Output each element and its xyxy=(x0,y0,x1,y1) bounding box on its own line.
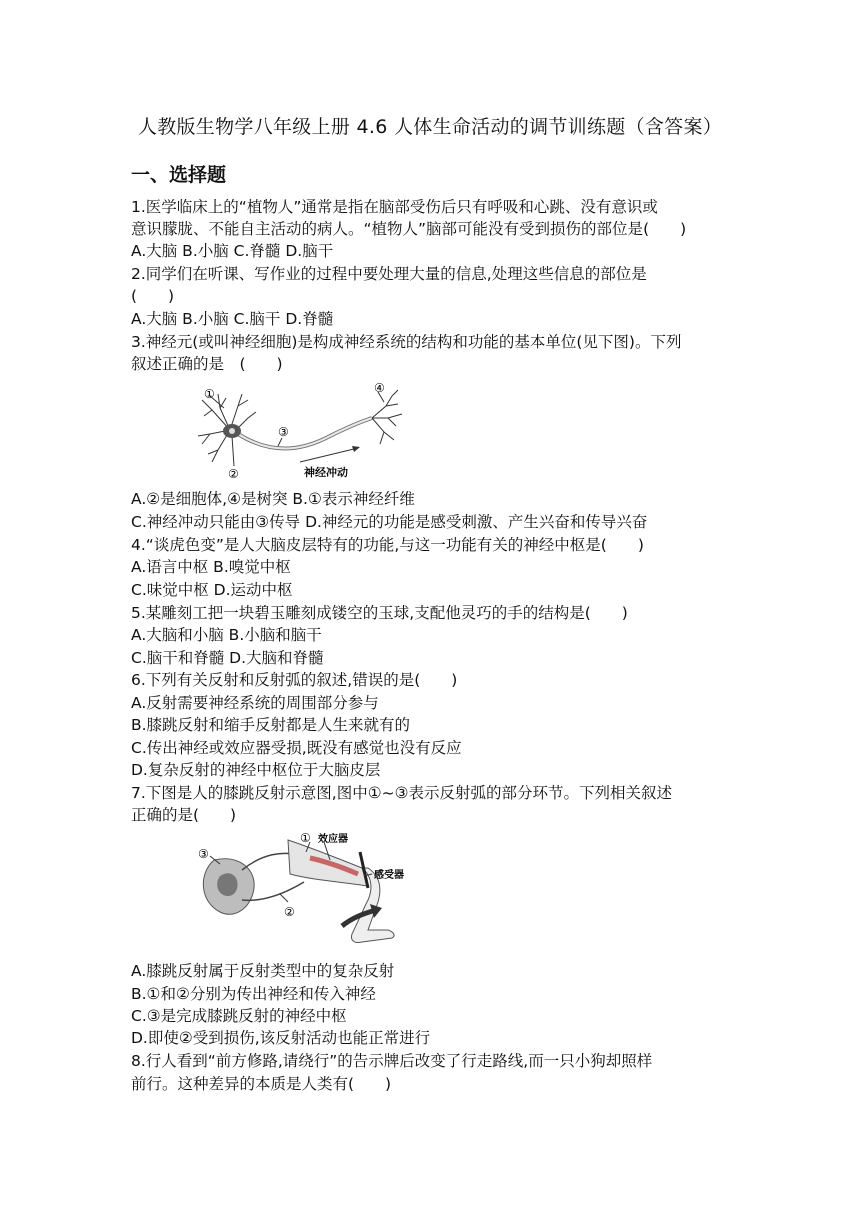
q3-options-ab: A.②是细胞体,④是树突 B.①表示神经纤维 xyxy=(131,490,415,508)
knee-jerk-figure xyxy=(192,830,432,950)
q8-stem-line1: 8.行人看到“前方修路,请绕行”的告示牌后改变了行走路线,而一只小狗却照样 xyxy=(131,1052,653,1070)
q6-option-d: D.复杂反射的神经中枢位于大脑皮层 xyxy=(131,761,381,779)
q7-option-d: D.即使②受到损伤,该反射活动也能正常进行 xyxy=(131,1029,431,1047)
q5-options-cd: C.脑干和脊髓 D.大脑和脊髓 xyxy=(131,649,324,667)
neuron-marker-3: ③ xyxy=(278,425,289,439)
q6-stem: 6.下列有关反射和反射弧的叙述,错误的是( ) xyxy=(131,671,458,689)
neuron-figure xyxy=(190,378,420,482)
q4-options-cd: C.味觉中枢 D.运动中枢 xyxy=(131,581,293,599)
q2-options: A.大脑 B.小脑 C.脑干 D.脊髓 xyxy=(131,310,334,328)
document-title: 人教版生物学八年级上册 4.6 人体生命活动的调节训练题（含答案） xyxy=(137,116,723,138)
knee-marker-3: ③ xyxy=(198,847,209,861)
q7-stem-line2: 正确的是( ) xyxy=(131,806,237,824)
neuron-marker-1: ① xyxy=(204,387,215,401)
neuron-marker-2: ② xyxy=(228,467,239,481)
q6-option-c: C.传出神经或效应器受损,既没有感觉也没有反应 xyxy=(131,739,462,757)
q7-option-a: A.膝跳反射属于反射类型中的复杂反射 xyxy=(131,962,395,980)
q5-stem: 5.某雕刻工把一块碧玉雕刻成镂空的玉球,支配他灵巧的手的结构是( ) xyxy=(131,604,628,622)
effector-label: 效应器 xyxy=(318,834,348,845)
neuron-impulse-caption: 神经冲动 xyxy=(304,466,348,479)
q6-option-b: B.膝跳反射和缩手反射都是人生来就有的 xyxy=(131,716,411,734)
q2-stem-line1: 2.同学们在听课、写作业的过程中要处理大量的信息,处理这些信息的部位是 xyxy=(131,265,647,283)
q8-stem-line2: 前行。这种差异的本质是人类有( ) xyxy=(131,1075,392,1093)
q1-options: A.大脑 B.小脑 C.脊髓 D.脑干 xyxy=(131,242,334,260)
q1-stem-line1: 1.医学临床上的“植物人”通常是指在脑部受伤后只有呼吸和心跳、没有意识或 xyxy=(131,198,658,216)
q6-option-a: A.反射需要神经系统的周围部分参与 xyxy=(131,694,379,712)
q4-options-ab: A.语言中枢 B.嗅觉中枢 xyxy=(131,558,291,576)
q3-stem-line2: 叙述正确的是 ( ) xyxy=(131,355,283,373)
q7-option-b: B.①和②分别为传出神经和传入神经 xyxy=(131,985,376,1003)
knee-marker-1: ① xyxy=(300,831,311,845)
q7-stem-line1: 7.下图是人的膝跳反射示意图,图中①~③表示反射弧的部分环节。下列相关叙述 xyxy=(131,784,672,802)
q7-option-c: C.③是完成膝跳反射的神经中枢 xyxy=(131,1007,347,1025)
q3-stem-line1: 3.神经元(或叫神经细胞)是构成神经系统的结构和功能的基本单位(见下图)。下列 xyxy=(131,333,682,351)
q5-options-ab: A.大脑和小脑 B.小脑和脑干 xyxy=(131,626,322,644)
q3-options-cd: C.神经冲动只能由③传导 D.神经元的功能是感受刺激、产生兴奋和传导兴奋 xyxy=(131,513,648,531)
neuron-marker-4: ④ xyxy=(374,381,385,395)
q4-stem: 4.“谈虎色变”是人大脑皮层特有的功能,与这一功能有关的神经中枢是( ) xyxy=(131,536,644,554)
q2-stem-line2: ( ) xyxy=(131,287,175,305)
section-heading: 一、选择题 xyxy=(131,164,227,186)
q1-stem-line2: 意识朦胧、不能自主活动的病人。“植物人”脑部可能没有受到损伤的部位是( ) xyxy=(131,220,687,238)
knee-marker-2: ② xyxy=(284,905,295,919)
receptor-label: 感受器 xyxy=(374,870,404,881)
